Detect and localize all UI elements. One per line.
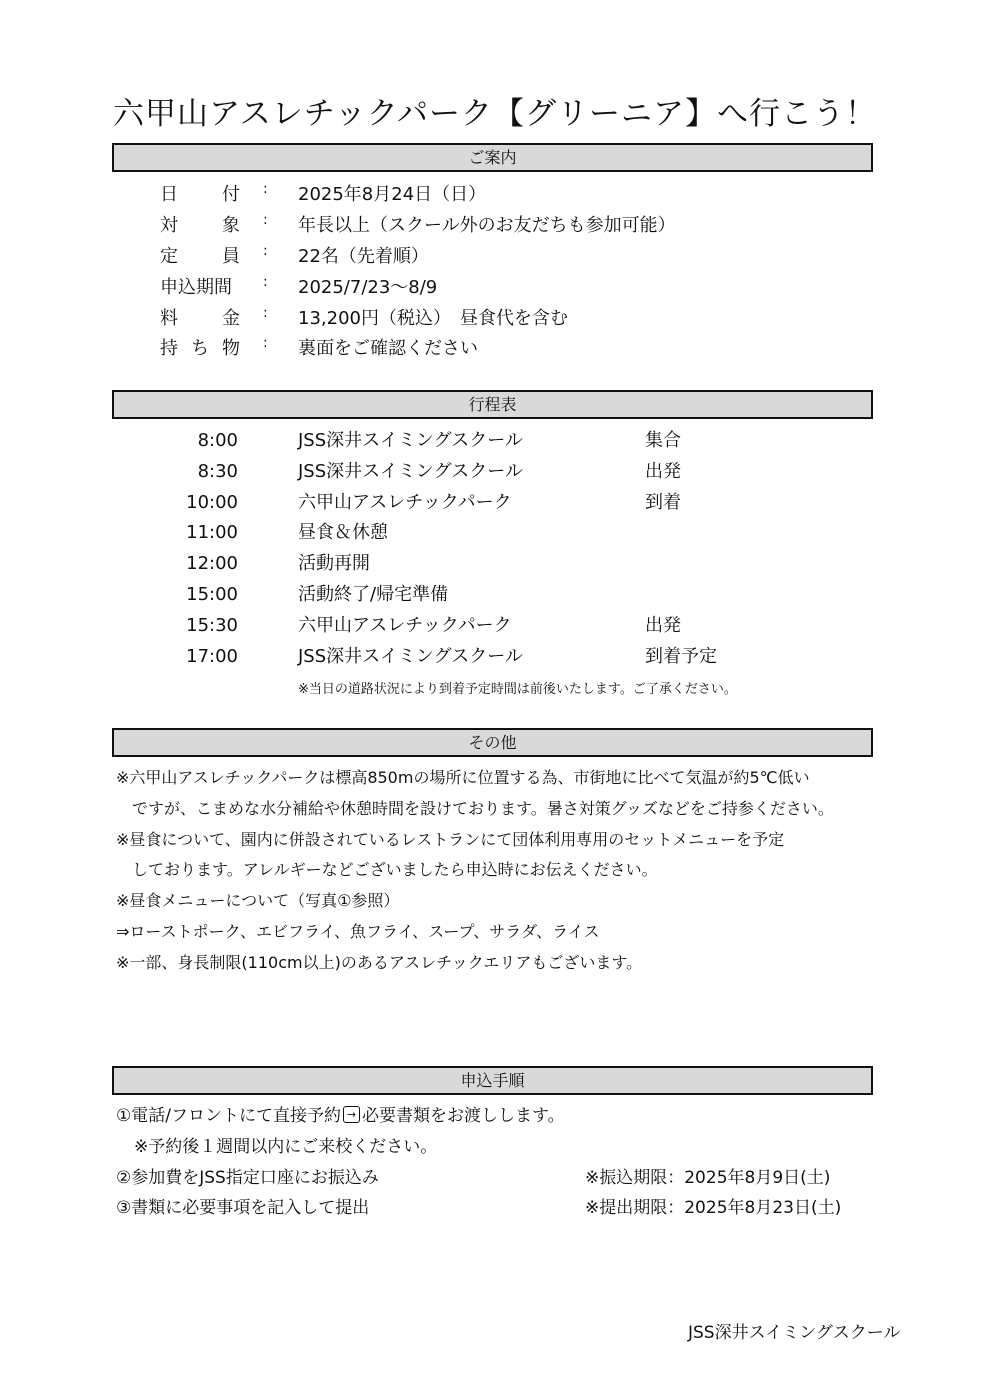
other-line: しております。アレルギーなどございましたら申込時にお伝えください。	[116, 860, 658, 880]
schedule-time: 17:00	[186, 645, 238, 667]
schedule-heading: 行程表	[112, 390, 873, 419]
guide-row-label	[160, 334, 240, 364]
guide-row-label-char: 申込期間	[160, 277, 232, 298]
other-line: ※六甲山アスレチックパークは標高850mの場所に位置する為、市街地に比べて気温が約5℃低い	[116, 768, 810, 787]
guide-row-value: 2025/7/23～8/9	[298, 277, 438, 298]
schedule-row	[0, 488, 990, 518]
guide-heading: ご案内	[112, 143, 873, 172]
schedule-place: 昼食＆休憩	[298, 522, 388, 544]
guide-row-label-char: 料	[160, 308, 178, 329]
schedule-time: 8:30	[197, 460, 238, 482]
guide-row-value: 年長以上（スクール外のお友だちも参加可能）	[298, 215, 676, 236]
schedule-action: 到着予定	[645, 645, 717, 667]
schedule-place: 活動終了/帰宅準備	[298, 584, 449, 605]
guide-row-label-char: 対	[160, 215, 178, 236]
application-step1-note: ※予約後１週間以内にご来校ください。	[134, 1137, 438, 1157]
guide-row-label	[160, 242, 240, 272]
schedule-row	[0, 642, 990, 672]
schedule-row	[0, 457, 990, 487]
schedule-time: 10:00	[186, 491, 238, 513]
guide-row	[0, 334, 990, 364]
guide-row-label	[160, 304, 240, 334]
guide-row-label-char: 付	[222, 184, 240, 205]
application-heading: 申込手順	[112, 1066, 873, 1095]
schedule-time: 12:00	[186, 553, 238, 575]
guide-row-label-char: 員	[222, 246, 240, 267]
schedule-row	[0, 580, 990, 610]
guide-row-colon: :	[263, 335, 268, 351]
schedule-place: 六甲山アスレチックパーク	[298, 491, 512, 513]
schedule-place: JSS深井スイミングスクール	[298, 430, 523, 451]
schedule-note: ※当日の道路状況により到着予定時間は前後いたします。ご了承ください。	[298, 682, 737, 697]
application-step1	[116, 1101, 565, 1131]
guide-row-label	[160, 211, 240, 241]
guide-row-value: 裏面をご確認ください	[298, 338, 478, 359]
other-heading: その他	[112, 728, 873, 757]
guide-row-label	[160, 180, 240, 210]
page-title: 六甲山アスレチックパーク【グリーニア】へ行こう！	[113, 96, 877, 132]
guide-row	[0, 242, 990, 272]
other-line: ⇒ローストポーク、エビフライ、魚フライ、スープ、サラダ、ライス	[116, 922, 600, 941]
guide-row-colon: :	[263, 274, 268, 290]
schedule-time: 15:00	[186, 584, 238, 605]
guide-row-label-char: 定	[160, 246, 178, 267]
schedule-time: 15:30	[186, 614, 238, 636]
schedule-action: 出発	[645, 614, 681, 636]
guide-row-label-char: ち	[191, 338, 209, 359]
guide-row-colon: :	[263, 181, 268, 197]
schedule-time: 11:00	[186, 522, 238, 544]
schedule-action: 到着	[645, 491, 681, 513]
guide-row-colon: :	[263, 243, 268, 259]
step1-text-after: 必要書類をお渡しします。	[361, 1106, 565, 1126]
guide-row-value: 22名（先着順）	[298, 246, 429, 267]
schedule-place: JSS深井スイミングスクール	[298, 645, 523, 667]
guide-row-label-char: 金	[222, 308, 240, 329]
schedule-action: 集合	[645, 430, 681, 451]
application-step3: ③書類に必要事項を記入して提出	[116, 1198, 370, 1218]
guide-row-label-char: 日	[160, 184, 178, 205]
schedule-row	[0, 611, 990, 641]
footer-school-name: JSS深井スイミングスクール	[688, 1323, 901, 1343]
schedule-place: 活動再開	[298, 553, 370, 575]
guide-row-label-char: 象	[222, 215, 240, 236]
schedule-place: 六甲山アスレチックパーク	[298, 614, 512, 636]
other-line: ※昼食メニューについて（写真①参照）	[116, 891, 400, 911]
schedule-row	[0, 518, 990, 548]
guide-row-value: 13,200円（税込） 昼食代を含む	[298, 308, 568, 329]
guide-row-label-char: 物	[222, 338, 240, 359]
guide-row-label-char: 持	[160, 338, 178, 359]
schedule-row	[0, 549, 990, 579]
guide-row	[0, 304, 990, 334]
guide-row-colon: :	[263, 305, 268, 321]
other-line: ですが、こまめな水分補給や休憩時間を設けております。暑さ対策グッズなどをご持参ください。	[116, 798, 834, 818]
guide-row	[0, 211, 990, 241]
schedule-place: JSS深井スイミングスクール	[298, 460, 523, 482]
other-line: ※昼食について、園内に併設されているレストランにて団体利用専用のセットメニューを予定	[116, 829, 785, 849]
application-step2: ②参加費をJSS指定口座にお振込み	[116, 1168, 379, 1188]
application-step2-deadline: ※振込期限：2025年8月9日(土)	[585, 1168, 831, 1188]
other-line: ※一部、身長制限(110cm以上)のあるアスレチックエリアもございます。	[116, 952, 643, 972]
guide-row	[0, 180, 990, 210]
application-step3-deadline: ※提出期限：2025年8月23日(土)	[585, 1198, 842, 1218]
guide-row-colon: :	[263, 212, 268, 228]
guide-row-value: 2025年8月24日（日）	[298, 184, 487, 205]
schedule-time: 8:00	[197, 430, 238, 451]
guide-row	[0, 273, 990, 303]
arrow-right-icon: →	[343, 1106, 360, 1123]
guide-row-label	[160, 273, 240, 303]
schedule-action: 出発	[645, 460, 681, 482]
schedule-row	[0, 426, 990, 456]
step1-text: ①電話/フロントにて直接予約	[116, 1106, 341, 1126]
